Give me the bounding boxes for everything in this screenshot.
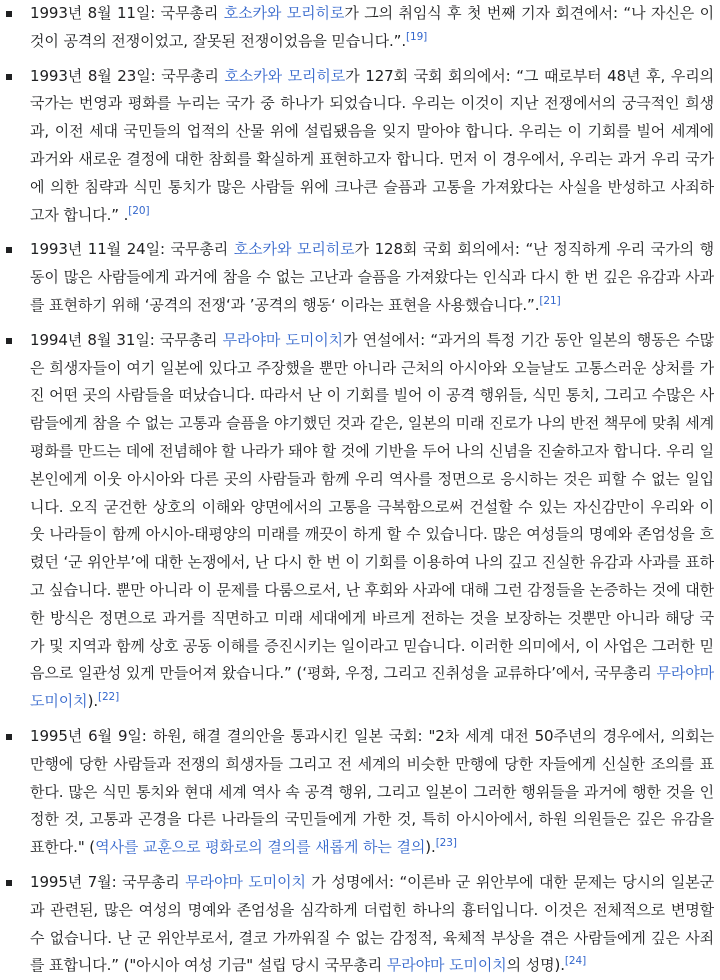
citation-link[interactable]: [24]: [564, 955, 587, 968]
link-hosokawa-morihiro[interactable]: 호소카와 모리히로: [233, 240, 355, 259]
link-hosokawa-morihiro[interactable]: 호소카와 모리히로: [223, 4, 345, 22]
citation-link[interactable]: [23]: [435, 837, 457, 850]
link-murayama-tomiichi[interactable]: 무라야마 도미이치: [222, 330, 344, 349]
list-item: [0, 0, 714, 56]
citation-link[interactable]: [19]: [406, 30, 428, 43]
item-text: ).: [425, 838, 436, 857]
item-text: 1995년 7월: 국무총리: [30, 872, 186, 891]
list-item: [0, 869, 714, 980]
bullet-icon: [6, 734, 12, 740]
link-resolution[interactable]: 역사를 교훈으로 평화로의 결의를 새롭게 하는 결의: [95, 838, 426, 857]
item-text: 가 그의 취임식 후 첫 번째 기자 회견에서: “나 자신은 이것이 공격의 전쟁이었고, 잘못된 전쟁이었음을 믿습니다.”.: [30, 4, 714, 50]
link-hosokawa-morihiro[interactable]: 호소카와 모리히로: [224, 66, 346, 85]
list-item: [0, 327, 714, 716]
link-murayama-tomiichi[interactable]: 무라야마 도미이치: [30, 664, 714, 711]
citation-link[interactable]: [22]: [97, 691, 120, 704]
list-item: [0, 63, 714, 230]
bullet-icon: [6, 11, 12, 17]
item-text: 가 성명에서: “이른바 군 위안부에 대한 문제는 당시의 일본군과 관련된, 많은 여성의 명예와 존엄성을 심각하게 더럽힌 하나의 흉터입니다. 이것은 전체적으로 변명할 수 없습니다. 난 군 위안부로서, 결코 가까워질 수 없는 감정적, 육체적 부상을 겪은 사람들에게 깊은 사죄를 표합니다.” ("아시아 여성 기금" 설립 당시 국무총리: [30, 872, 714, 975]
item-text: ).: [87, 692, 98, 711]
citation-link[interactable]: [20]: [128, 204, 150, 217]
item-text: 1995년 6월 9일: 하원, 해결 결의안을 통과시킨 일본 국회: "2차 세계 대전 50주년의 경우에서, 의회는 만행에 당한 사람들과 전쟁의 희생자들 그리고 전 세계의 비슷한 만행에 당한 자들에게 신실한 조의를 표한다. 많은 식민 통치와 현대 세계 역사 속 공격 행위, 그리고 일본이 그러한 행위들을 과거에 행한 것을 인정한 것, 고통과 곤경을 다른 나라들의 국민들에게 가한 것, 특히 아시아에서, 하원 의원들은 깊은 유감을 표한다." (: [30, 726, 714, 857]
item-text: 가 127회 국회 회의에서: “그 때로부터 48년 후, 우리의 국가는 번영과 평화를 누리는 국가 중 하나가 되었습니다. 우리는 이것이 지난 전쟁에서의 궁극적인 희생과, 이전 세대 국민들의 업적의 산물 위에 설립됐음을 잊지 말아야 합니다. 우리는 이 기회를 빌어 세계에 과거와 새로운 결정에 대한 참회를 확실하게 표현하고자 합니다. 먼저 이 경우에서, 우리는 과거 우리 국가에 의한 침략과 식민 통치가 많은 사람들 위에 크나큰 슬픔과 고통을 가져왔다는 사실을 반성하고 사죄하고자 합니다.” .: [30, 66, 714, 224]
item-text: 의 성명).: [506, 956, 565, 975]
item-text: 1993년 8월 11일: 국무총리: [30, 4, 224, 22]
list-item: [0, 723, 714, 862]
item-text: 1993년 11월 24일: 국무총리: [30, 240, 234, 259]
bullet-icon: [6, 880, 12, 886]
item-text: 1993년 8월 23일: 국무총리: [30, 66, 225, 85]
item-text: 가 128회 국회 회의에서: “난 정직하게 우리 국가의 행동이 많은 사람들에게 과거에 참을 수 없는 고난과 슬픔을 가져왔다는 인식과 다시 한 번 깊은 유감과 사과를 표현하기 위해 ‘공격의 전쟁‘과 ’공격의 행동‘ 이라는 표현을 사용했습니다.”.: [30, 240, 714, 314]
citation-link[interactable]: [21]: [539, 294, 561, 307]
bullet-icon: [6, 338, 12, 344]
link-murayama-tomiichi[interactable]: 무라야마 도미이치: [386, 956, 507, 975]
bullet-icon: [6, 74, 12, 80]
list-item: [0, 236, 714, 319]
bullet-icon: [6, 247, 12, 253]
item-text: 가 연설에서: “과거의 특정 기간 동안 일본의 행동은 수많은 희생자들이 여기 일본에 있다고 주장했을 뿐만 아니라 근처의 아시아와 오늘날도 고통스러운 상처를 가진 어떤 곳의 사람들을 떠났습니다. 따라서 난 이 기회를 빌어 이 공격 행위들, 식민 통치, 그리고 수많은 사람들에게 참을 수 없는 고통과 슬픔을 야기했던 것과 같은, 일본의 미래 진로가 나의 반전 책무에 맞춰 세계 평화를 만드는 데에 전념해야 할 나라가 돼야 할 것에 기반을 두어 나의 신념을 진술하고자 합니다. 우리 일본인에게 이웃 아시아와 다른 곳의 사람들과 함께 우리 역사를 정면으로 응시하는 것은 피할 수 없는 일입니다. 오직 굳건한 상호의 이해와 양면에서의 고통을 극복함으로써 건설할 수 있는 자신감만이 우리와 이웃 나라들이 함께 아시아-태평양의 미래를 깨끗이 하게 할 수 있습니다. 많은 여성들의 명예와 존엄성을 흐렸던 ‘군 위안부’에 대한 논쟁에서, 난 다시 한 번 이 기회를 이용하여 나의 깊고 진실한 유감과 사과를 표하고 싶습니다. 뿐만 아니라 이 문제를 다룸으로서, 난 후회와 사과에 대해 그런 감정들을 논증하는 것에 대한 한 방식은 정면으로 과거를 직면하고 미래 세대에게 바르게 전하는 것을 보장하는 것뿐만 아니라 해당 국가 및 지역과 함께 상호 공동 이해를 증진시키는 일이라고 믿습니다. 이러한 의미에서, 이 사업은 그러한 믿음으로 일관성 있게 만들어져 왔습니다.” (‘평화, 우정, 그리고 진취성을 교류하다’에서, 국무총리: [30, 330, 714, 683]
link-murayama-tomiichi[interactable]: 무라야마 도미이치: [185, 872, 306, 891]
item-text: 1994년 8월 31일: 국무총리: [30, 330, 223, 349]
